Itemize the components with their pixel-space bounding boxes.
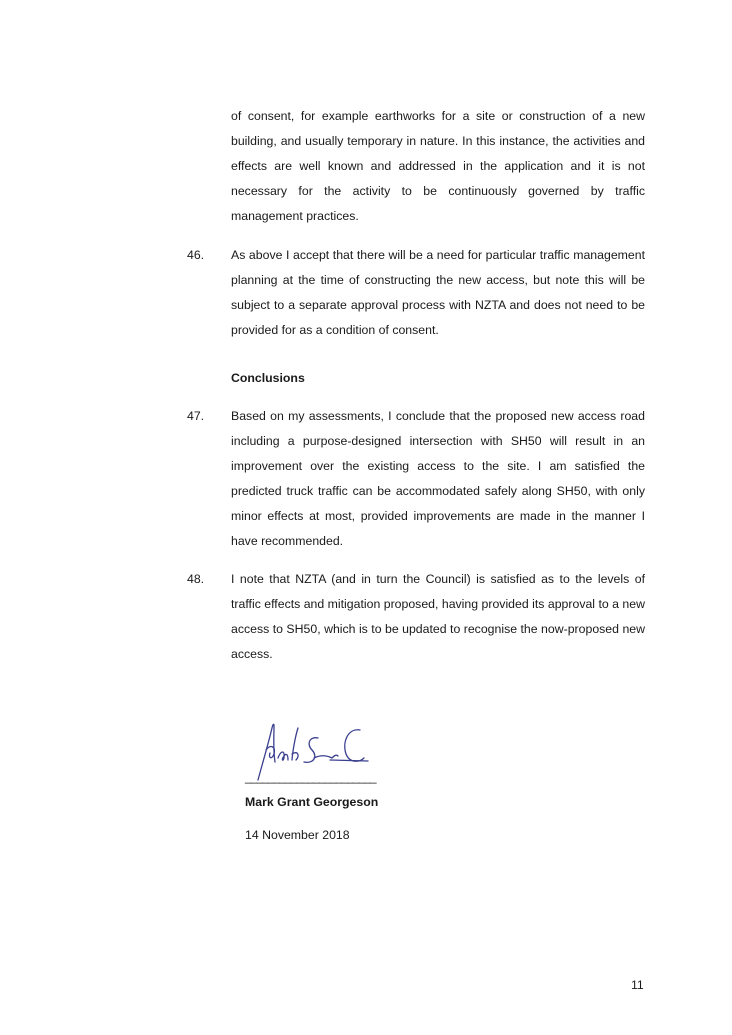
page-number: 11	[631, 978, 644, 992]
paragraph-continuation: of consent, for example earthworks for a site or construction of a new building, and usually temporary in nature. In this instance, the activities and effects are well known and addressed in the application and it is not necessary for the activity to be continuously governed by traffic management practices.	[231, 109, 645, 223]
signature-line: _______________________	[245, 770, 376, 784]
signature-date: 14 November 2018	[245, 828, 350, 842]
paragraph-47: Based on my assessments, I conclude that the proposed new access road including a purpose-designed intersection with SH50 will result in an improvement over the existing access to the site. I am satisfied the predicted truck traffic can be accommodated safely along SH50, with only minor effects at most, provided improvements are made in the manner I have recommended.	[231, 409, 645, 548]
paragraph-number-47: 47.	[187, 409, 205, 423]
paragraph-46: As above I accept that there will be a need for particular traffic management planning at the time of constructing the new access, but note this will be subject to a separate approval process with NZTA and does not need to be provided for as a condition of consent.	[231, 248, 645, 337]
section-heading-conclusions: Conclusions	[231, 371, 305, 385]
paragraph-number-48: 48.	[187, 572, 205, 586]
paragraph-number-46: 46.	[187, 248, 205, 262]
paragraph-48: I note that NZTA (and in turn the Council) is satisfied as to the levels of traffic effects and mitigation proposed, having provided its approval to a new access to SH50, which is to be updated to recognise the now-proposed new access.	[231, 572, 645, 661]
signatory-name: Mark Grant Georgeson	[245, 795, 379, 809]
